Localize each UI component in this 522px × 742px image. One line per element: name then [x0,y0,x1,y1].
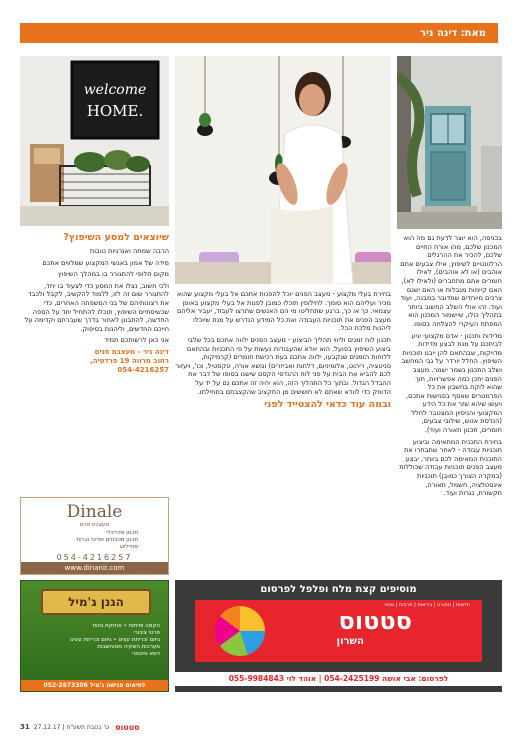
paragraph: בכניסה, הוא יוצר לדעת גם מה הוא המכנון שלכם, מהו אורח החיים שלכם, להכיר את ההרגלים הרלוונטיים לשיפוץ, אילו צבעים אתם אוהבים (או לא אוהבים), לאילו חומרים אתם מתחברים (ולאילו לא), האם קיימות מגבלות או האם ישנם צרכים מיוחדים שמדובר במבנה, ועוד ועוד. זהו אולי השלב החשוב ביותר בתהליך כולו, שיישמור המכנון הוא המפתח העיקרי להצלחה בסופו. [400,234,502,328]
status-ad[interactable] [175,580,502,692]
service-item: הקמה ופיתוח • אחזקת גינות [92,623,160,629]
paragraph: מקום חלופי להתגורר בו במהלך השיפוץ [57,270,169,279]
garden-services [70,623,160,658]
dinale-services [21,528,168,551]
byline: מאת: דינה ניר [419,27,486,39]
ad-headline: מוסיפים קצת מלח ופלפל לפרסום [260,584,417,595]
section-heading: שיוצאים למסע השיפוץ? [63,232,169,243]
dinale-ad[interactable] [20,497,169,575]
service-item: תכנון אדריכלי [106,530,138,536]
paragraph: מידה של אמון באנשי המקצוע שמלווים אתכם [42,258,169,267]
paragraph: בחירת התכנית המתאימה וביצוע תוכניות עבודה - לאחר שתבחרו את התוכנית המאימה לכם ביותר, יבצע מעצב הפנים תוכניות עבודה שכוללות (במקרה הצורך כמובן) תוכניות אינסטלציה, חשמל, תאורה, תקשורת, נגרות ועוד. [399,437,502,498]
header-bar [20,23,498,43]
service-item: סטיילינג [119,544,138,550]
service-item: גיזום וכריתת עצים • גיזום וכריתת עצים [70,637,160,643]
status-brand: סטטוס [338,607,412,635]
garden-sign: הגנן ג'מיל [41,589,151,615]
page-number: 31 [20,723,30,731]
garden-ad[interactable] [20,580,169,692]
footer-logo: סטטוס [115,722,140,732]
welcome-sign-photo [20,56,169,226]
paragraph: בחירת בעלי מקצוע - מעצב הפנים יוכל להפנות אתכם אל בעלי מקצוע שהוא מכיר ועליהם הוא סומך. לחילופין תוכלו כמובן לפנות אל בעלי מקצוע באופן עצמאי. כך או כך, ברגע שתחליטו מי הם האנשים שתרצו לעבוד, יעביר אליהם מעצב הפנים את תוכניות העבודה ואת כל המידע הנדרש על מנת שיוכלו ליהנות מלכת הכל. [176,290,391,333]
article-column-left [20,232,169,375]
issue-date: 27.12.17 | ט' בטבת תשע"ח [33,723,110,731]
designer-portrait-photo [175,56,391,284]
status-tagline: חדשות | ספורט | בריאות | תרבות | פנאי [384,602,470,608]
welcome-text: welcome [83,82,147,98]
garden-contact: לתיאום פגישה ג'מיל 052-2673306 [21,680,168,691]
phone: 054-4216257 [117,365,169,374]
closing-wish: אני כאן לרשותכם תמיד [104,336,169,345]
service-item: דשא סינטטי [132,651,160,657]
dinale-phone: 054-4216257 [56,553,133,562]
status-logo-box [195,600,482,662]
paragraph: ולכי חשוב, נצלו את המסע כדי לצעוד בו יחד, להתגורר שום זה לזו, ללמוד להקשיב, לקבל ולכבד את רצונותיהם של בני המשפחה האחרים, כדי שכשיסתיים השיפוץ, תוכלו להתחיל יחד על הספה החדשה, להתבונן לאחור בדרך שעברתם וקדימה על חייכם החדשים, וליהנות בסיפוק. [24,281,169,333]
status-brand-sub: השרון [336,636,364,647]
dinale-tagline: מעצבת פנים [79,522,110,528]
home-text: HOME. [86,102,144,120]
dinale-logo: Dinale [66,502,123,522]
signature: דינה ניר - מעצבת פנים [94,347,169,356]
service-item: מערכות השקיה ממוחשבות [97,644,160,650]
door-photo [397,56,502,229]
ad-contacts: לפרסום: אבי אושה 054-2425199 | אוהד לוי 055-9984843 [175,672,502,686]
paragraph: מדידות ותכנון - אדם מקצועי יגיע לביתכם על מנת לבצע מדידות מדויקות, שבהתאם להן ייבנו תוכניות השיפוץ. החלל יורדר על גבי המחשב ושלב התכנון נשמר ישמר. מעצב הפנים יתכן כמה אפשרויות, תוך שהוא לוקח בחשבון את כל הפרמטרים שאסף בפגישות אתכם, ויעשו שיהא שזר את כל הידע המקצועי והניסיון המצטבר לחלל (הנדסת אנוש, שילובי צבעים, חומרים, תכנון תאורה ועוד). [401,331,502,435]
dinale-website-link[interactable]: www.dinanir.com [21,562,168,574]
subheading: הרבה שמחה ואנרגיות טובות [89,247,169,255]
address: רחוב מרווה 19 פרדסיה, [90,356,169,365]
service-item: תכנון מטבחים ופרטי נגרות [76,537,138,543]
section-heading: ובמה עוד כדאי להצטייד לפני [264,399,391,411]
status-logo-icon [215,606,265,656]
article-column-middle [175,290,391,414]
page-footer [20,720,502,734]
paragraph: תכנון לוח זמנים וליווי תהליך הביצוע - מעצב הפנים ילווה אתכם בכל שלבי ביצוע השיפוץ בפועל. הוא יוודא שהעבודות נעשות על פי התכניות ובהתאם ללוחות הזמנים שנקבעו, ילווה אתכם בעת רכישת חומרים (קרמיקות, סניטציה, ריהוט, אלומיניום, דלתות ואביזרים) ונושא אורה, טקסטיל, וכו', ויעזור לכם להביא את הבית על פני לוח ההנדסי הקסם שישנו בסופו של דבר את ההבדל הגדול. ובתוך כל התהליך הזה, הוא יהיה זה אתכם גם על יד על הדופק כדי לוודא שאתם לא חוששים מן התקציב שהקצבתם בתחילתו. [175,335,391,396]
service-item: פרטי ציבורי [133,630,160,636]
article-column-right [398,234,502,501]
